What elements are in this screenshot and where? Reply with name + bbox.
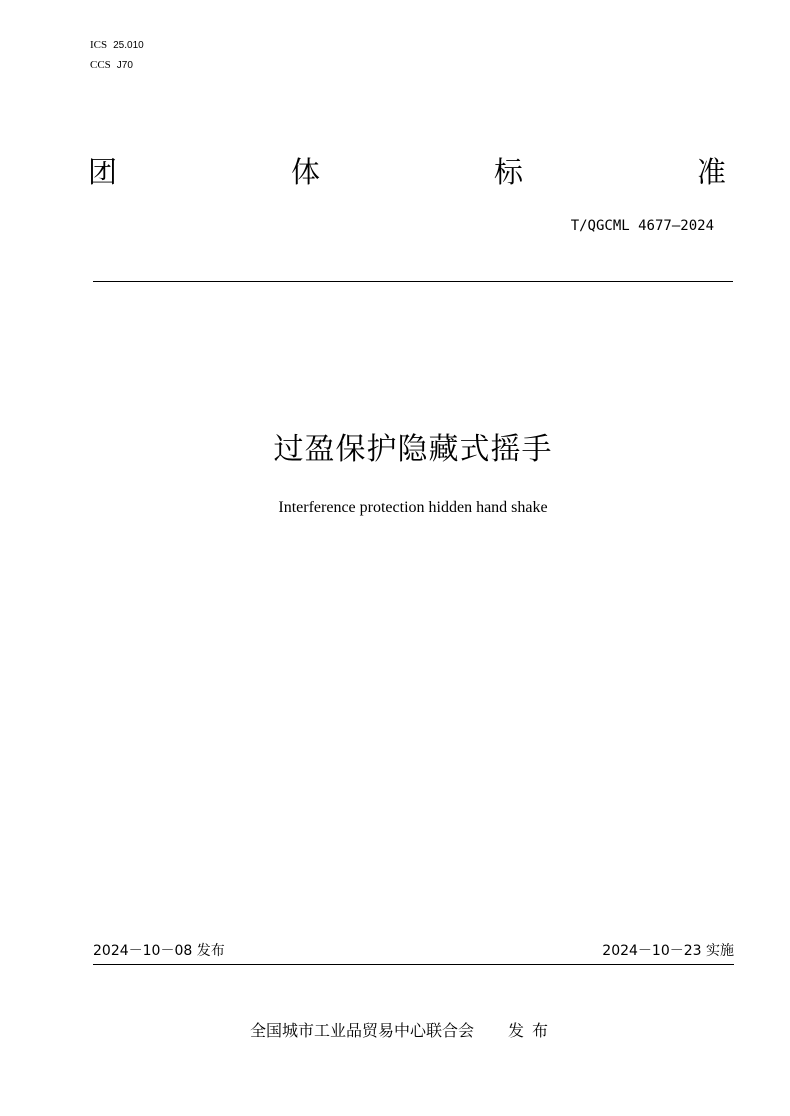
implement-date: 2024－10－23 实施 bbox=[602, 943, 734, 959]
issue-word: 发布 bbox=[508, 1021, 557, 1040]
publish-date: 2024－10－08 发布 bbox=[93, 943, 225, 959]
standard-type-char: 团 bbox=[88, 155, 118, 189]
standard-type-char: 标 bbox=[493, 155, 523, 189]
standard-type-char: 体 bbox=[290, 155, 320, 189]
ccs-label: CCS bbox=[90, 59, 111, 71]
ccs-line bbox=[90, 58, 133, 73]
ics-value: 25.010 bbox=[113, 40, 144, 51]
standard-type-heading bbox=[88, 152, 726, 192]
standard-type-char: 准 bbox=[696, 155, 726, 189]
ccs-value: J70 bbox=[116, 60, 133, 71]
standard-number: T/QGCML 4677—2024 bbox=[570, 218, 714, 234]
ics-line bbox=[90, 38, 144, 53]
issuer-line bbox=[0, 1020, 790, 1042]
bottom-divider bbox=[93, 964, 734, 965]
document-title-cn: 过盈保护隐藏式摇手 bbox=[273, 432, 553, 467]
document-title-en: Interference protection hidden hand shake bbox=[278, 499, 548, 516]
ics-label: ICS bbox=[90, 39, 108, 51]
issuer-organization: 全国城市工业品贸易中心联合会 bbox=[249, 1021, 474, 1040]
top-divider bbox=[93, 281, 733, 282]
